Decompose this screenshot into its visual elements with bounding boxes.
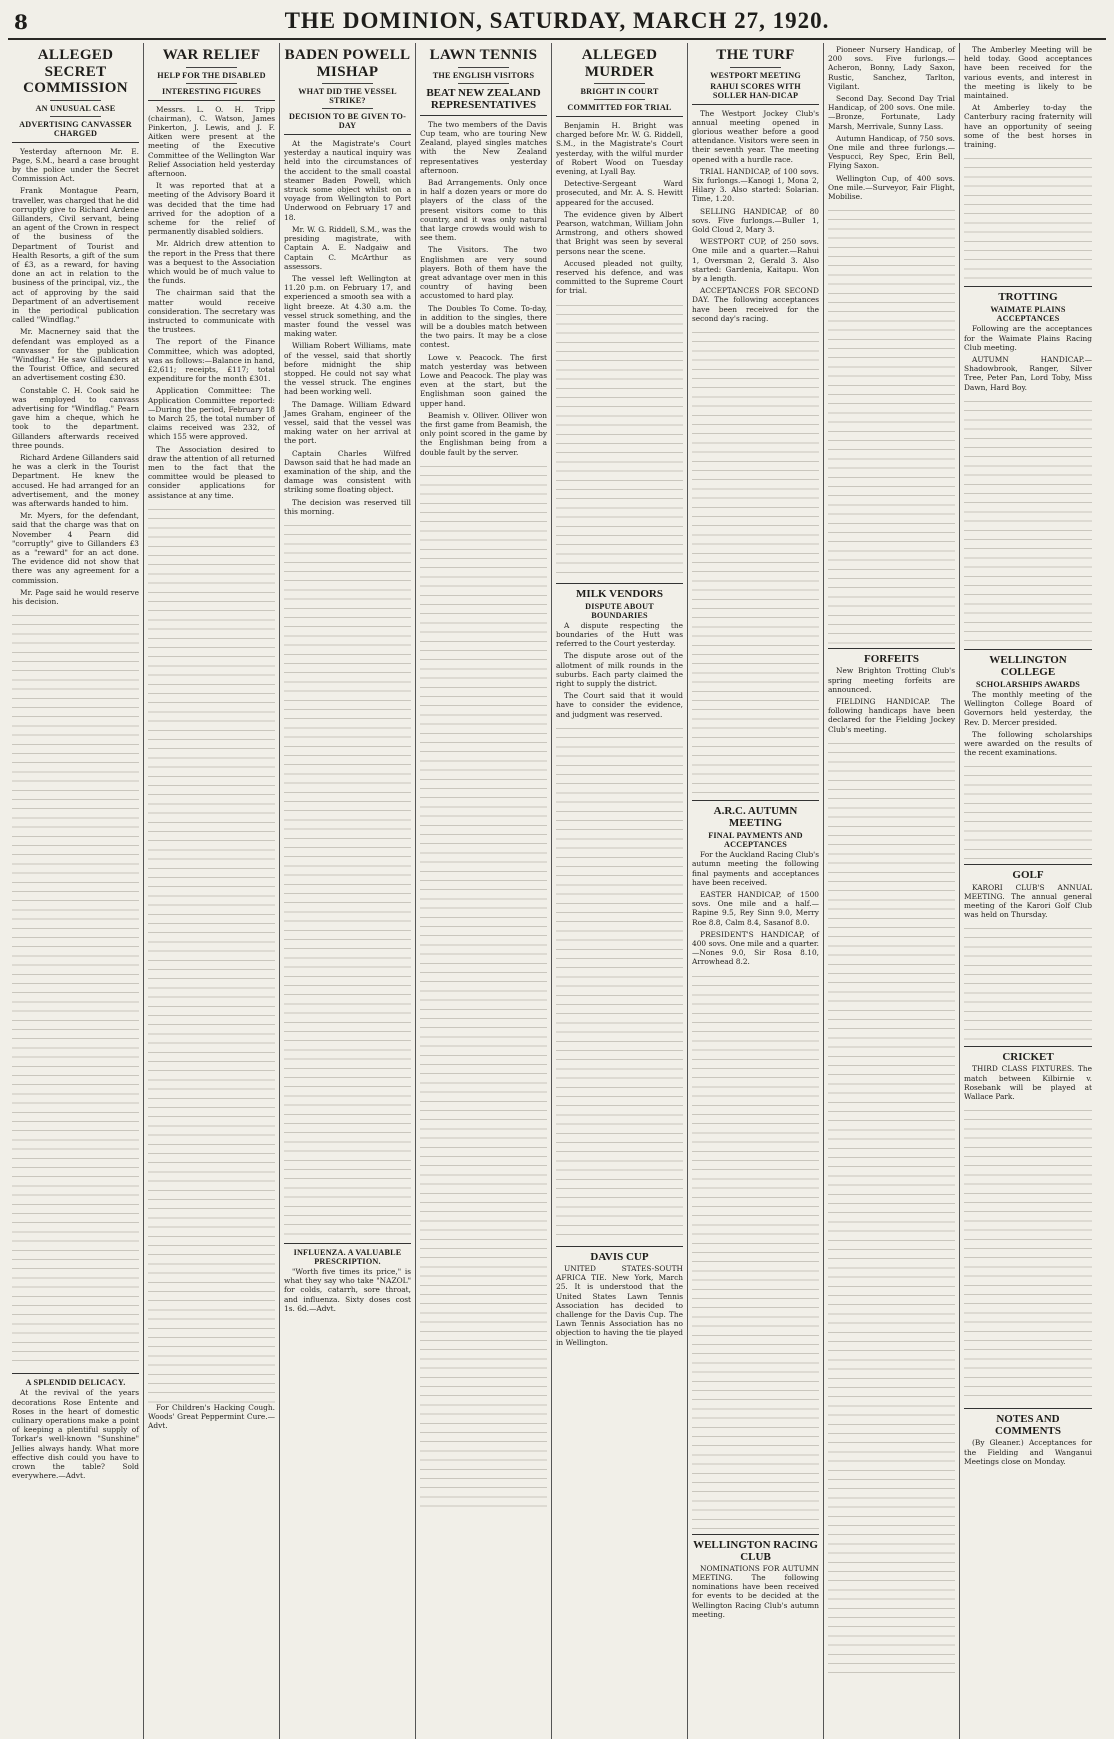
text-filler [964,1104,1092,1404]
article-paragraph: Benjamin H. Bright was charged before Mr. W. G. Riddell, S.M., in the Magistrate's Court yesterday, with the wilful murder of Robert Wood on Tuesday evening, at Lyall Bay. [556,121,683,177]
divider [964,1408,1092,1409]
column-8 [960,43,1096,1739]
article-paragraph: The dispute arose out of the allotment of milk rounds in the suburbs. Each party claimed the right to supply the district. [556,651,683,689]
divider [12,1373,139,1374]
newspaper-title: THE DOMINION, SATURDAY, MARCH 27, 1920. [284,8,830,33]
article-paragraph: The vessel left Wellington at 11.20 p.m. on February 17, and experienced a smooth sea with a light breeze. At 4.30 a.m. the vessel struck something, and the master found the vessel was making water. [284,273,411,339]
article-paragraph: For the Auckland Racing Club's autumn meeting the following final payments and acceptances have been received. [692,850,819,887]
article-paragraph: Wellington Cup, of 400 sovs. One mile.—Surveyor, Fair Flight, Mobilise. [828,173,955,202]
divider [12,142,139,143]
divider [458,67,509,68]
article-paragraph: Mr. Myers, for the defendant, said that the charge was that on November 4 Pearn did "corruptly" give to Gillanders £3 as a "reward" for an act done. The evidence did not show that there was any agreement for a commission. [12,511,139,585]
article-paragraph: William Robert Williams, mate of the vessel, said that shortly before midnight the ship stopped. He could not say what the vessel struck. The engines had been working well. [284,341,411,397]
article-headline: TROTTING [998,291,1058,304]
article-paragraph: A dispute respecting the boundaries of the Hutt was referred to the Court yesterday. [556,620,683,649]
article-headline: MILK VENDORS [576,587,663,600]
article-headline: ALLEGED MURDER [581,47,658,80]
divider [420,115,547,116]
article-paragraph: Messrs. L. O. H. Tripp (chairman), C. Watson, James Pinkerton, J. Lewis, and J. F. Aitken were present at the meeting of the Executive Committee of the Wellington War Relief Association held yesterday afternoon. [148,104,275,178]
article-subhead: HELP FOR THE DISABLED [157,70,266,80]
article-paragraph: Application Committee: The Application Committee reported:—During the period, February 18 to March 25, the total number of claims received was 232, of which 155 were approved. [148,386,275,442]
article-paragraph: The Amberley Meeting will be held today. Good acceptances have been received for the various events, and interest in the meeting is likely to be maintained. [964,45,1092,101]
article-paragraph: Bad Arrangements. Only once in half a dozen years or more do players of the class of the present visitors come to this country, and it was only natural that large crowds would wish to see them. [420,177,547,243]
article-paragraph: Lowe v. Peacock. The first match yesterday was between Lowe and Peacock. The play was even at the start, but the Englishman soon gained the upper hand. [420,352,547,408]
article-paragraph: Richard Ardene Gillanders said he was a clerk in the Tourist Department. He knew the accused. He had arranged for an advertisement, and the money was afterwards handed to him. [12,453,139,509]
article-paragraph: Detective-Sergeant Ward prosecuted, and Mr. A. S. Hewitt appeared for the accused. [556,179,683,207]
article-paragraph: "Worth five times its price," is what they say who take "NAZOL" for colds, catarrh, sore throat, and influenza. Sixty doses cost 1s. 6d.—Advt. [284,1267,411,1313]
article-paragraph: At Amberley to-day the Canterbury racing fraternity will have an opportunity of seeing some of the best horses in training. [964,103,1092,150]
article-paragraph: KARORI CLUB'S ANNUAL MEETING. The annual general meeting of the Karori Golf Club was held on Thursday. [964,882,1092,920]
column-1 [8,43,144,1739]
article-paragraph: Beamish v. Olliver. Olliver won the first game from Beamish, the only point scored in the game by the Englishman being from a double fault by the server. [420,410,547,457]
article-paragraph: The Damage. William Edward James Graham, engineer of the vessel, said that the vessel was making water on her arrival at the port. [284,399,411,446]
article-headline: GOLF [1012,869,1044,882]
article-headline: CRICKET [1002,1051,1054,1064]
article-paragraph: The evidence given by Albert Pearson, watchman, William John Armstrong, and others showed that Bright was seen by several persons near the scene. [556,209,683,256]
text-filler [692,326,819,796]
article-paragraph: Following are the acceptances for the Waimate Plains Racing Club meeting. [964,324,1092,352]
article-paragraph: THIRD CLASS FIXTURES. The match between Kilbirnie v. Rosebank will be played at Wallace Park. [964,1064,1092,1102]
column-7 [824,43,960,1739]
text-filler [556,299,683,579]
article-subhead: WESTPORT MEETING [710,70,801,80]
columns [8,43,1106,1739]
article-paragraph: Mr. Macnerney said that the defendant was employed as a canvasser for the publication "Windflag." He saw Gillanders at the Tourist Office, and secured an advertisement costing £30. [12,327,139,383]
page-number: 8 [14,10,28,34]
divider [730,67,781,68]
article-subhead: COMMITTED FOR TRIAL [567,103,672,113]
text-filler [964,922,1092,1042]
article-paragraph: The following scholarships were awarded on the results of the recent examinations. [964,729,1092,758]
text-filler [828,204,955,644]
article-paragraph: Constable C. H. Cook said he was employed to canvass advertising for "Windflag." Pearn gave him a cheque, which he took to the department. Gillanders afterwards received three pounds. [12,385,139,450]
article-headline: FORFEITS [863,653,919,666]
article-paragraph: The Westport Jockey Club's annual meeting opened in glorious weather before a good attendance. Visitors were seen in their seventh year. The meeting opened with a hurdle race. [692,108,819,164]
divider [50,116,101,117]
divider [186,67,237,68]
article-subhead: WHAT DID THE VESSEL STRIKE? [298,87,397,106]
article-paragraph: At the Magistrate's Court yesterday a nautical inquiry was held into the circumstances of the accident to the small coastal steamer Baden Powell, which struck some object whilst on a voyage from Wellington to Port Underwood on February 17 and 18. [284,139,411,222]
article-headline: NOTES AND COMMENTS [995,1413,1061,1438]
article-subhead: FINAL PAYMENTS AND ACCEPTANCES [708,831,803,850]
article-subhead: WAIMATE PLAINS ACCEPTANCES [990,305,1066,324]
text-filler [556,722,683,1242]
article-subhead: DECISION TO BE GIVEN TO-DAY [288,112,407,131]
article-paragraph: Frank Montague Pearn, traveller, was charged that he did corruptly give to Richard Ardene Gillanders, Civil servant, being an agent of the Crown in respect of the business of the Department of Tourist and Health Resorts, a gift of the sum of £3, as a reward, for having done an act in relation to the business of the principal, viz., the act of approving by the said Department of an advertisement in the periodical publication called "Windflag." [12,186,139,325]
divider [148,100,275,101]
divider [692,800,819,801]
article-headline: DAVIS CUP [590,1250,649,1263]
text-filler [148,503,275,1403]
text-filler [284,519,411,1239]
article-subhead: AN UNUSUAL CASE [35,103,116,113]
article-headline: WAR RELIEF [162,47,261,63]
article-headline: WELLINGTON RACING CLUB [693,1538,818,1563]
divider [284,134,411,135]
divider [322,108,373,109]
divider [964,864,1092,865]
divider [284,1243,411,1244]
article-paragraph: For Children's Hacking Cough. Woods' Great Peppermint Cure.—Advt. [148,1402,275,1431]
text-filler [12,609,139,1369]
divider [828,648,955,649]
masthead [8,4,1106,40]
divider [692,1534,819,1535]
article-paragraph: AUTUMN HANDICAP.—Shadowbrook, Ranger, Silver Tree, Peter Pan, Lord Toby, Miss Dawn, Hard Boy. [964,354,1092,392]
text-filler [828,737,955,1677]
column-5 [552,43,688,1739]
article-subhead: INFLUENZA. A VALUABLE PRESCRIPTION. [293,1247,402,1266]
article-paragraph: UNITED STATES-SOUTH AFRICA TIE. New York, March 25. It is understood that the United States Lawn Tennis Association has decided to challenge for the Davis Cup. The Lawn Tennis Association has no objection to having the tie played in Wellington. [556,1263,683,1347]
article-paragraph: NOMINATIONS FOR AUTUMN MEETING. The following nominations have been received for events to be decided at the Wellington Racing Club's autumn meeting. [692,1563,819,1619]
article-paragraph: SELLING HANDICAP, of 80 sovs. Five furlongs.—Buller 1, Gold Cloud 2, Mary 3. [692,206,819,234]
divider [964,649,1092,650]
article-paragraph: The Court said that it would have to consider the evidence, and judgment was reserved. [556,691,683,719]
article-paragraph: EASTER HANDICAP, of 1500 sovs. One mile and a half.—Rapine 9.5, Rey Sinn 9.0, Merry Roe 8.8, Calm 8.4, Sasanof 8.0. [692,890,819,927]
text-filler [420,460,547,1510]
text-filler [964,395,1092,645]
text-filler [964,760,1092,860]
article-subhead: SCHOLARSHIPS AWARDS [975,679,1081,689]
divider [594,99,645,100]
article-paragraph: TRIAL HANDICAP, of 100 sovs. Six furlongs.—Kanogi 1, Mona 2, Hilary 3. Also started: Solarian. Time, 1.20. [692,166,819,204]
article-paragraph: FIELDING HANDICAP. The following handicaps have been declared for the Fielding Jockey Club's meeting. [828,696,955,734]
article-paragraph: The two members of the Davis Cup team, who are touring New Zealand, played singles matches with the New Zealand representatives yesterday afternoon. [420,119,547,175]
article-subhead: INTERESTING FIGURES [161,86,262,96]
article-subhead: A SPLENDID DELICACY. [25,1378,126,1388]
article-paragraph: At the revival of the years decorations Rose Entente and Roses in the heart of domestic culinary operations make a point of keeping a plentiful supply of Torkar's well-known "Sunshine" Jellies always handy. What more effective dish could you have to crown the table? Sold everywhere.—Advt. [12,1388,139,1481]
article-paragraph: ACCEPTANCES FOR SECOND DAY. The following acceptances have been received for the second day's racing. [692,286,819,323]
divider [964,286,1092,287]
article-paragraph: The Association desired to draw the attention of all returned men to the fact that the committee would be pleased to consider applications for assistance at any time. [148,444,275,500]
article-paragraph: Mr. W. G. Riddell, S.M., was the presiding magistrate, with Captain A. E. Nadgaiw and Captain C. McArthur as assessors. [284,224,411,271]
text-filler [692,970,819,1530]
column-6 [688,43,824,1739]
divider [556,583,683,584]
text-filler [964,152,1092,282]
divider [186,83,237,84]
article-paragraph: (By Gleaner.) Acceptances for the Fielding and Wanganui Meetings close on Monday. [964,1438,1092,1466]
article-paragraph: The report of the Finance Committee, which was adopted, was as follows:—Balance in hand, £2,611; receipts, £117; total expenditure for the month £301. [148,337,275,384]
article-paragraph: The monthly meeting of the Wellington College Board of Governors held yesterday, the Rev. D. Mercer presided. [964,689,1092,727]
article-paragraph: Mr. Page said he would reserve his decision. [12,587,139,607]
column-2 [144,43,280,1739]
article-headline: LAWN TENNIS [429,47,538,63]
article-headline: A.R.C. AUTUMN MEETING [713,805,798,830]
column-4 [416,43,552,1739]
article-paragraph: Second Day. Second Day Trial Handicap, of 200 sovs. One mile.—Bronze, Fortunate, Lady Marsh, Merrivale, Sunny Lass. [828,94,955,131]
article-paragraph: WESTPORT CUP, of 250 sovs. One mile and a quarter.—Rahui 1, Oversman 2, Gerald 3. Also started: Gardenia, Kaitapu. Won by a length. [692,237,819,283]
article-headline: THE TURF [716,47,795,63]
article-subhead: THE ENGLISH VISITORS [432,70,535,80]
divider [322,83,373,84]
article-paragraph: Pioneer Nursery Handicap, of 200 sovs. Five furlongs.—Acheron, Bonny, Lady Saxon, Rustic, Sanchez, Tarlton, Vigilant. [828,45,955,91]
article-paragraph: It was reported that at a meeting of the Advisory Board it was decided that the time had arrived for the adoption of a scheme for the relief of permanently disabled soldiers. [148,181,275,237]
divider [556,1246,683,1247]
article-paragraph: Accused pleaded not guilty, reserved his defence, and was committed to the Supreme Court for trial. [556,258,683,296]
article-paragraph: New Brighton Trotting Club's spring meeting forfeits are announced. [828,666,955,694]
article-subhead: ADVERTISING CANVASSER CHARGED [19,119,132,138]
article-paragraph: Autumn Handicap, of 750 sovs. One mile and three furlongs.—Vespucci, Rey Spec, Erin Bell, Flying Saxon. [828,133,955,171]
column-3 [280,43,416,1739]
article-paragraph: The Visitors. The two Englishmen are very sound players. Both of them have the great advantage over men in this country of having been accustomed to hard play. [420,245,547,301]
divider [964,1046,1092,1047]
article-subhead: RAHUI SCORES WITH SOLLER HAN-DICAP [710,81,801,100]
divider [50,100,101,101]
divider [692,104,819,105]
article-headline: BADEN POWELL MISHAP [284,47,411,80]
divider [594,83,645,84]
article-paragraph: Mr. Aldrich drew attention to the report in the Press that there was a bequest to the Association which would be of much value to the funds. [148,239,275,286]
article-headline: WELLINGTON COLLEGE [989,653,1067,678]
article-paragraph: The decision was reserved till this morning. [284,497,411,516]
article-subhead: BEAT NEW ZEALAND REPRESENTATIVES [426,86,541,111]
article-paragraph: Captain Charles Wilfred Dawson said that he had made an examination of the ship, and the damage was consistent with striking some floating object. [284,448,411,495]
article-subhead: BRIGHT IN COURT [580,87,659,96]
divider [556,116,683,117]
divider [458,83,509,84]
article-paragraph: PRESIDENT'S HANDICAP, of 400 sovs. One mile and a quarter.—Nones 9.0, Sir Rosa 8.10, Arrowhead 8.2. [692,929,819,967]
article-headline: ALLEGED SECRET COMMISSION [23,47,128,96]
article-paragraph: The chairman said that the matter would receive consideration. The secretary was instructed to communicate with the trustees. [148,288,275,335]
article-paragraph: Yesterday afternoon Mr. E. Page, S.M., heard a case brought by the police under the Secret Commission Act. [12,146,139,184]
article-paragraph: The Doubles To Come. To-day, in addition to the singles, there will be a doubles match between the two pairs. It may be a close contest. [420,303,547,350]
article-subhead: DISPUTE ABOUT BOUNDARIES [585,601,654,620]
